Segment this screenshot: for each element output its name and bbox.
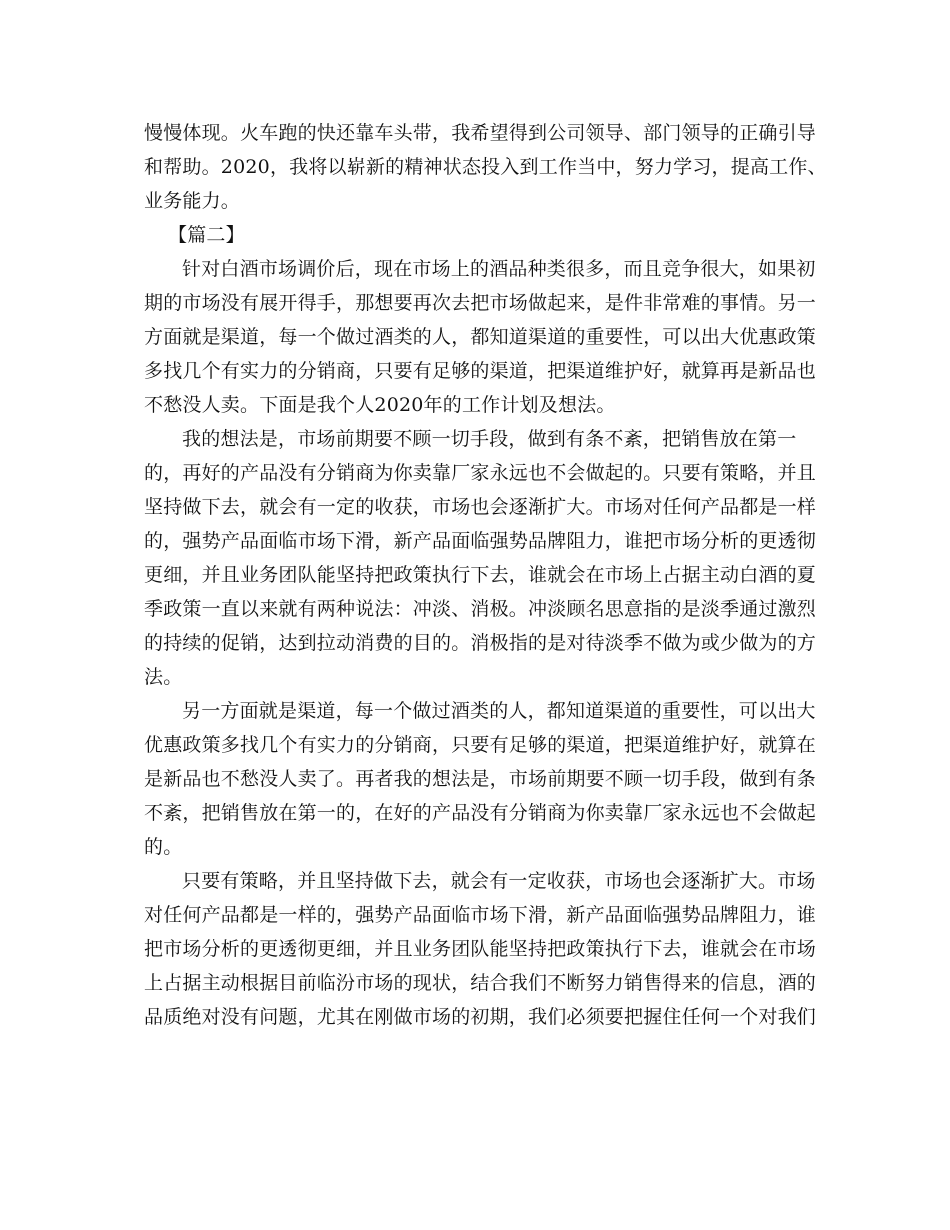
text-line: 不紊，把销售放在第一的，在好的产品没有分销商为你卖靠厂家永远也不会做起	[144, 802, 817, 824]
text-line: 期的市场没有展开得手，那想要再次去把市场做起来，是件非常难的事情。另一	[144, 292, 817, 314]
text-line: 是新品也不愁没人卖了。再者我的想法是，市场前期要不顾一切手段，做到有条	[144, 768, 817, 790]
text-line: 上占据主动根据目前临汾市场的现状，结合我们不断努力销售得来的信息，酒的	[144, 972, 817, 994]
text-line: 对任何产品都是一样的，强势产品面临市场下滑，新产品面临强势品牌阻力，谁	[144, 904, 817, 926]
paragraph-first-line: 我的想法是，市场前期要不顾一切手段，做到有条不紊，把销售放在第一	[182, 428, 797, 450]
text-line: 的。	[144, 836, 183, 858]
text-line: 多找几个有实力的分销商，只要有足够的渠道，把渠道维护好，就算再是新品也	[144, 360, 817, 382]
text-line: 慢慢体现。火车跑的快还靠车头带，我希望得到公司领导、部门领导的正确引导	[144, 122, 817, 144]
text-line: 的，再好的产品没有分销商为你卖靠厂家永远也不会做起的。只要有策略，并且	[144, 462, 817, 484]
text-line: 优惠政策多找几个有实力的分销商，只要有足够的渠道，把渠道维护好，就算在	[144, 734, 817, 756]
text-line: 坚持做下去，就会有一定的收获，市场也会逐渐扩大。市场对任何产品都是一样	[144, 496, 817, 518]
text-line: 季政策一直以来就有两种说法：冲淡、消极。冲淡顾名思意指的是淡季通过激烈	[144, 598, 817, 620]
text-line: 方面就是渠道，每一个做过酒类的人，都知道渠道的重要性，可以出大优惠政策	[144, 326, 817, 348]
text-line: 不愁没人卖。下面是我个人2020年的工作计划及想法。	[144, 394, 616, 416]
text-line: 品质绝对没有问题，尤其在刚做市场的初期，我们必须要把握住任何一个对我们	[144, 1006, 817, 1028]
text-line: 把市场分析的更透彻更细，并且业务团队能坚持把政策执行下去，谁就会在市场	[144, 938, 817, 960]
text-line: 业务能力。	[144, 190, 241, 212]
paragraph-first-line: 针对白酒市场调价后，现在市场上的酒品种类很多，而且竞争很大，如果初	[182, 258, 816, 280]
paragraph-first-line: 只要有策略，并且坚持做下去，就会有一定收获，市场也会逐渐扩大。市场	[182, 870, 816, 892]
section-heading: 【篇二】	[168, 224, 245, 246]
document-body	[144, 116, 827, 1034]
text-line: 法。	[144, 666, 183, 688]
text-line: 更细，并且业务团队能坚持把政策执行下去，谁就会在市场上占据主动白酒的夏	[144, 564, 817, 586]
text-line: 和帮助。2020，我将以崭新的精神状态投入到工作当中，努力学习，提高工作、	[144, 156, 827, 178]
text-line: 的，强势产品面临市场下滑，新产品面临强势品牌阻力，谁把市场分析的更透彻	[144, 530, 817, 552]
text-line: 的持续的促销，达到拉动消费的目的。消极指的是对待淡季不做为或少做为的方	[144, 632, 817, 654]
paragraph-first-line: 另一方面就是渠道，每一个做过酒类的人，都知道渠道的重要性，可以出大	[182, 700, 816, 722]
